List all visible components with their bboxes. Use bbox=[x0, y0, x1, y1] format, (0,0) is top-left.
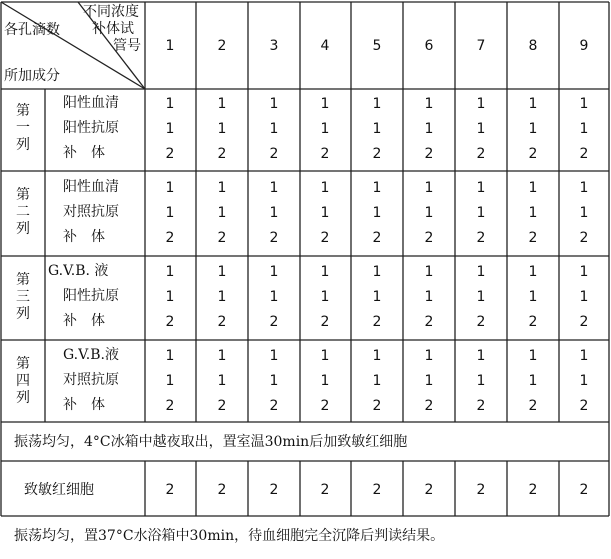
cell: 2 bbox=[165, 482, 175, 498]
cell: 2 bbox=[528, 146, 538, 162]
cell: 1 bbox=[579, 264, 589, 280]
cell: 2 bbox=[476, 146, 486, 162]
cell: 2 bbox=[217, 230, 227, 246]
cell: 1 bbox=[165, 264, 175, 280]
cell: 2 bbox=[320, 230, 330, 246]
cell: 1 bbox=[579, 96, 589, 112]
cell: 1 bbox=[217, 205, 227, 221]
cell: 2 bbox=[476, 230, 486, 246]
cell: 1 bbox=[165, 289, 175, 305]
cell: 2 bbox=[528, 230, 538, 246]
cell: 1 bbox=[476, 121, 486, 137]
cell: 1 bbox=[165, 121, 175, 137]
cell: 1 bbox=[424, 348, 434, 364]
tube-number: 8 bbox=[528, 38, 538, 54]
cell: 1 bbox=[372, 180, 382, 196]
cell: 1 bbox=[424, 96, 434, 112]
cell: 2 bbox=[528, 482, 538, 498]
cell: 1 bbox=[528, 96, 538, 112]
cell: 2 bbox=[579, 398, 589, 414]
tube-number: 3 bbox=[269, 38, 279, 54]
cell: 1 bbox=[320, 96, 330, 112]
cell: 1 bbox=[476, 348, 486, 364]
row-label: 阳性血清 bbox=[63, 179, 119, 195]
cell: 2 bbox=[269, 482, 279, 498]
group-label-1: 第 一 列 bbox=[16, 103, 30, 153]
cell: 1 bbox=[320, 205, 330, 221]
cell: 1 bbox=[528, 121, 538, 137]
cell: 1 bbox=[165, 205, 175, 221]
cell: 1 bbox=[424, 205, 434, 221]
cell: 2 bbox=[372, 230, 382, 246]
cell: 2 bbox=[579, 314, 589, 330]
sensitized-rbc-label: 致敏红细胞 bbox=[24, 482, 94, 498]
cell: 2 bbox=[424, 146, 434, 162]
cell: 1 bbox=[217, 289, 227, 305]
cell: 1 bbox=[269, 348, 279, 364]
cell: 1 bbox=[372, 348, 382, 364]
tube-number: 7 bbox=[476, 38, 486, 54]
cell: 1 bbox=[579, 180, 589, 196]
cell: 1 bbox=[165, 96, 175, 112]
cell: 1 bbox=[579, 289, 589, 305]
row-label: G.V.B.液 bbox=[63, 347, 119, 363]
cell: 1 bbox=[320, 264, 330, 280]
row-label: 补 体 bbox=[63, 397, 105, 413]
cell: 1 bbox=[320, 373, 330, 389]
cell: 1 bbox=[528, 264, 538, 280]
group-label-4: 第 四 列 bbox=[16, 356, 30, 406]
cell: 1 bbox=[217, 264, 227, 280]
cell: 1 bbox=[372, 289, 382, 305]
cell: 1 bbox=[476, 264, 486, 280]
cell: 1 bbox=[372, 121, 382, 137]
cell: 1 bbox=[528, 180, 538, 196]
cell: 1 bbox=[476, 96, 486, 112]
row-label: 对照抗原 bbox=[63, 204, 119, 220]
group-label-2: 第 二 列 bbox=[16, 187, 30, 237]
header-drops-per-well: 各孔滴数 bbox=[4, 22, 60, 38]
cell: 1 bbox=[372, 96, 382, 112]
cell: 1 bbox=[476, 289, 486, 305]
cell: 2 bbox=[269, 314, 279, 330]
cell: 2 bbox=[165, 230, 175, 246]
cell: 1 bbox=[269, 373, 279, 389]
cell: 2 bbox=[269, 146, 279, 162]
cell: 2 bbox=[528, 398, 538, 414]
cell: 1 bbox=[579, 348, 589, 364]
cell: 1 bbox=[424, 121, 434, 137]
tube-number: 1 bbox=[165, 38, 175, 54]
cell: 1 bbox=[217, 373, 227, 389]
cell: 2 bbox=[476, 398, 486, 414]
cell: 1 bbox=[528, 289, 538, 305]
cell: 1 bbox=[320, 180, 330, 196]
cell: 2 bbox=[579, 230, 589, 246]
cell: 1 bbox=[165, 373, 175, 389]
cell: 1 bbox=[165, 348, 175, 364]
row-label: 补 体 bbox=[63, 229, 105, 245]
cell: 1 bbox=[217, 180, 227, 196]
row-label: 补 体 bbox=[63, 145, 105, 161]
instruction-note-1: 振荡均匀，4°C冰箱中越夜取出，置室温30min后加致敏红细胞 bbox=[14, 434, 408, 450]
cell: 2 bbox=[528, 314, 538, 330]
cell: 2 bbox=[372, 314, 382, 330]
cell: 2 bbox=[579, 482, 589, 498]
cell: 2 bbox=[165, 398, 175, 414]
cell: 1 bbox=[217, 96, 227, 112]
cell: 2 bbox=[372, 398, 382, 414]
header-concentration-line3: 管号 bbox=[113, 38, 141, 54]
row-label: G.V.B. 液 bbox=[48, 263, 109, 279]
cell: 1 bbox=[217, 348, 227, 364]
cell: 1 bbox=[320, 289, 330, 305]
tube-number: 5 bbox=[372, 38, 382, 54]
cell: 1 bbox=[217, 121, 227, 137]
tube-number: 6 bbox=[424, 38, 434, 54]
cell: 1 bbox=[579, 205, 589, 221]
cell: 2 bbox=[320, 482, 330, 498]
cell: 2 bbox=[320, 314, 330, 330]
cell: 1 bbox=[269, 96, 279, 112]
group-label-3: 第 三 列 bbox=[16, 272, 30, 322]
instruction-note-2: 振荡均匀，置37°C水浴箱中30min，待血细胞完全沉降后判读结果。 bbox=[14, 528, 445, 544]
cell: 1 bbox=[476, 373, 486, 389]
tube-number: 4 bbox=[320, 38, 330, 54]
row-label: 阳性抗原 bbox=[63, 288, 119, 304]
cell: 1 bbox=[320, 121, 330, 137]
cell: 2 bbox=[579, 146, 589, 162]
cell: 2 bbox=[372, 482, 382, 498]
tube-number: 2 bbox=[217, 38, 227, 54]
cell: 1 bbox=[579, 373, 589, 389]
cell: 1 bbox=[424, 373, 434, 389]
cell: 2 bbox=[269, 230, 279, 246]
cell: 2 bbox=[476, 482, 486, 498]
cell: 1 bbox=[320, 348, 330, 364]
cell: 2 bbox=[217, 314, 227, 330]
cell: 1 bbox=[372, 205, 382, 221]
cell: 1 bbox=[579, 121, 589, 137]
cell: 1 bbox=[528, 373, 538, 389]
cell: 2 bbox=[320, 398, 330, 414]
cell: 2 bbox=[424, 230, 434, 246]
cell: 1 bbox=[424, 289, 434, 305]
cell: 1 bbox=[372, 373, 382, 389]
cell: 1 bbox=[269, 289, 279, 305]
header-concentration-line2: 补体试 bbox=[92, 21, 134, 37]
cell: 1 bbox=[528, 348, 538, 364]
row-label: 阳性抗原 bbox=[63, 120, 119, 136]
cell: 2 bbox=[320, 146, 330, 162]
cell: 2 bbox=[424, 314, 434, 330]
cell: 2 bbox=[165, 146, 175, 162]
cell: 1 bbox=[269, 205, 279, 221]
row-label: 对照抗原 bbox=[63, 372, 119, 388]
cell: 1 bbox=[476, 180, 486, 196]
cell: 2 bbox=[165, 314, 175, 330]
cell: 1 bbox=[269, 264, 279, 280]
cell: 1 bbox=[269, 180, 279, 196]
cell: 1 bbox=[476, 205, 486, 221]
cell: 1 bbox=[269, 121, 279, 137]
cell: 1 bbox=[528, 205, 538, 221]
cell: 1 bbox=[424, 180, 434, 196]
cell: 2 bbox=[424, 398, 434, 414]
cell: 2 bbox=[424, 482, 434, 498]
cell: 2 bbox=[476, 314, 486, 330]
cell: 2 bbox=[372, 146, 382, 162]
header-concentration-line1: 不同浓度 bbox=[83, 4, 139, 20]
cell: 2 bbox=[217, 398, 227, 414]
cell: 2 bbox=[217, 482, 227, 498]
row-label: 阳性血清 bbox=[63, 95, 119, 111]
cell: 1 bbox=[424, 264, 434, 280]
header-components: 所加成分 bbox=[4, 68, 60, 84]
cell: 2 bbox=[217, 146, 227, 162]
cell: 1 bbox=[165, 180, 175, 196]
tube-number: 9 bbox=[579, 38, 589, 54]
cell: 1 bbox=[372, 264, 382, 280]
row-label: 补 体 bbox=[63, 313, 105, 329]
cell: 2 bbox=[269, 398, 279, 414]
